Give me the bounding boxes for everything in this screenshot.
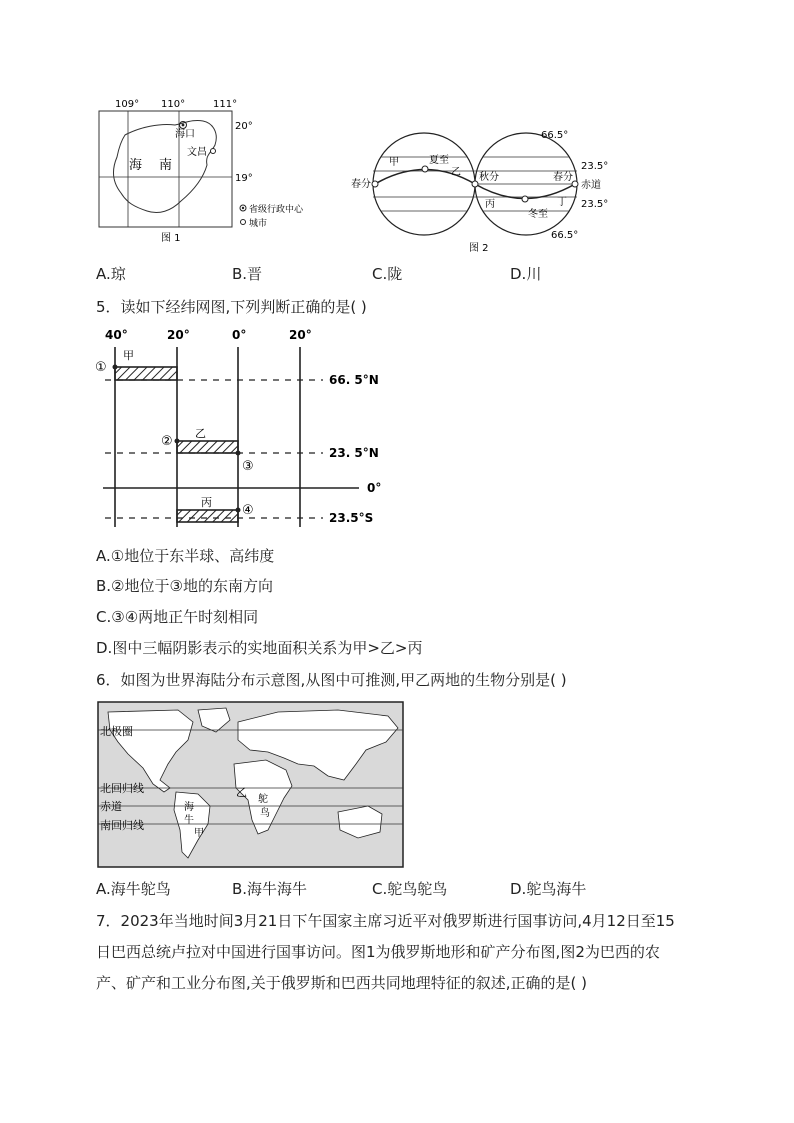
q5-shade-bing: 丙 bbox=[201, 496, 212, 509]
q5-option-d[interactable]: D.图中三幅阴影表示的实地面积关系为甲>乙>丙 bbox=[96, 639, 423, 657]
q5-option-a[interactable]: A.①地位于东半球、高纬度 bbox=[96, 547, 275, 565]
fig2-summer-solstice: 夏至 bbox=[429, 155, 449, 166]
fig2-yi: 乙 bbox=[451, 167, 461, 178]
q5-lon-40: 40° bbox=[105, 328, 128, 342]
fig1-lon-111: 111° bbox=[213, 99, 238, 110]
q5-shade-yi: 乙 bbox=[195, 427, 206, 440]
q4-option-d[interactable]: D.川 bbox=[510, 265, 542, 283]
fig2-spring-equinox: 春分 bbox=[351, 179, 371, 190]
q6-label-yi: 乙 bbox=[236, 786, 247, 799]
fig2-lat-665n: 66.5° bbox=[541, 130, 569, 141]
q6-arctic-circle: 北极圈 bbox=[100, 725, 133, 738]
fig2-lat-235s: 23.5° bbox=[581, 199, 609, 210]
fig1-lat-20: 20° bbox=[235, 121, 253, 132]
fig1-haikou: 海口 bbox=[175, 129, 195, 140]
fig2-lat-235n: 23.5° bbox=[581, 161, 609, 172]
q5-point-2: ② bbox=[161, 434, 173, 449]
q6-world-map bbox=[98, 702, 403, 867]
q5-point-3: ③ bbox=[242, 459, 254, 474]
fig1-legend-city: 城市 bbox=[249, 219, 268, 229]
q6-option-c[interactable]: C.鸵鸟鸵鸟 bbox=[372, 880, 448, 898]
figure-2-solar-terms bbox=[345, 125, 615, 255]
fig2-ding: 丁 bbox=[557, 197, 567, 208]
fig2-lat-665s: 66.5° bbox=[551, 230, 579, 241]
q6-ostrich-tuo: 鸵 bbox=[258, 794, 268, 805]
q6-option-a[interactable]: A.海牛鸵鸟 bbox=[96, 880, 171, 898]
q5-lat-0: 0° bbox=[367, 481, 382, 495]
fig1-wenchang: 文昌 bbox=[187, 147, 207, 158]
q6-option-b[interactable]: B.海牛海牛 bbox=[232, 880, 308, 898]
q5-lon-0: 0° bbox=[232, 328, 247, 342]
q5-stem: 5．读如下经纬网图,下列判断正确的是( ) bbox=[96, 298, 367, 316]
q5-option-c[interactable]: C.③④两地正午时刻相同 bbox=[96, 608, 259, 626]
q5-lat-235s: 23.5°S bbox=[329, 511, 374, 525]
q7-line-1: 7．2023年当地时间3月21日下午国家主席习近平对俄罗斯进行国事访问,4月12日至15 bbox=[96, 912, 675, 930]
fig2-autumn-equinox: 秋分 bbox=[479, 172, 499, 183]
fig2-equator: 赤道 bbox=[581, 180, 601, 191]
q4-option-a[interactable]: A.琼 bbox=[96, 265, 126, 283]
q5-point-4: ④ bbox=[242, 503, 254, 518]
fig1-lat-19: 19° bbox=[235, 173, 253, 184]
q7-line-2: 日巴西总统卢拉对中国进行国事访问。图1为俄罗斯地形和矿产分布图,图2为巴西的农 bbox=[96, 943, 660, 961]
fig1-legend-capital: 省级行政中心 bbox=[249, 205, 304, 215]
q6-ostrich-niao: 鸟 bbox=[260, 808, 270, 819]
q6-stem: 6．如图为世界海陆分布示意图,从图中可推测,甲乙两地的生物分别是( ) bbox=[96, 671, 567, 689]
q5-shade-jia: 甲 bbox=[123, 349, 134, 362]
q6-option-d[interactable]: D.鸵鸟海牛 bbox=[510, 880, 587, 898]
q5-point-1: ① bbox=[95, 360, 107, 375]
q4-option-c[interactable]: C.陇 bbox=[372, 265, 403, 283]
q4-option-b[interactable]: B.晋 bbox=[232, 265, 263, 283]
fig2-spring-equinox-2: 春分 bbox=[553, 172, 573, 183]
fig1-nan: 南 bbox=[159, 158, 173, 173]
q5-grid-figure bbox=[95, 325, 395, 533]
fig1-caption: 图 1 bbox=[161, 233, 181, 244]
fig1-lon-109: 109° bbox=[115, 99, 140, 110]
fig2-jia: 甲 bbox=[389, 157, 399, 168]
figure-1-hainan-map bbox=[95, 95, 304, 245]
q5-lon-20: 20° bbox=[167, 328, 190, 342]
q6-tropic-cancer: 北回归线 bbox=[100, 782, 144, 795]
fig2-caption: 图 2 bbox=[469, 243, 489, 254]
q5-lon-20e: 20° bbox=[289, 328, 312, 342]
q6-equator: 赤道 bbox=[100, 800, 122, 813]
q6-manatee-hai: 海 bbox=[184, 802, 194, 813]
q5-lat-235n: 23. 5°N bbox=[329, 446, 379, 460]
fig1-lon-110: 110° bbox=[161, 99, 186, 110]
q6-label-jia: 甲 bbox=[194, 828, 204, 839]
q6-manatee-niu: 牛 bbox=[184, 815, 194, 826]
fig2-winter-solstice: 冬至 bbox=[528, 209, 548, 220]
fig1-hai: 海 bbox=[129, 158, 143, 173]
q5-lat-665n: 66. 5°N bbox=[329, 373, 379, 387]
q7-line-3: 产、矿产和工业分布图,关于俄罗斯和巴西共同地理特征的叙述,正确的是( ) bbox=[96, 974, 588, 992]
q5-option-b[interactable]: B.②地位于③地的东南方向 bbox=[96, 577, 273, 595]
fig2-bing: 丙 bbox=[485, 199, 495, 210]
q6-tropic-capricorn: 南回归线 bbox=[100, 819, 144, 832]
